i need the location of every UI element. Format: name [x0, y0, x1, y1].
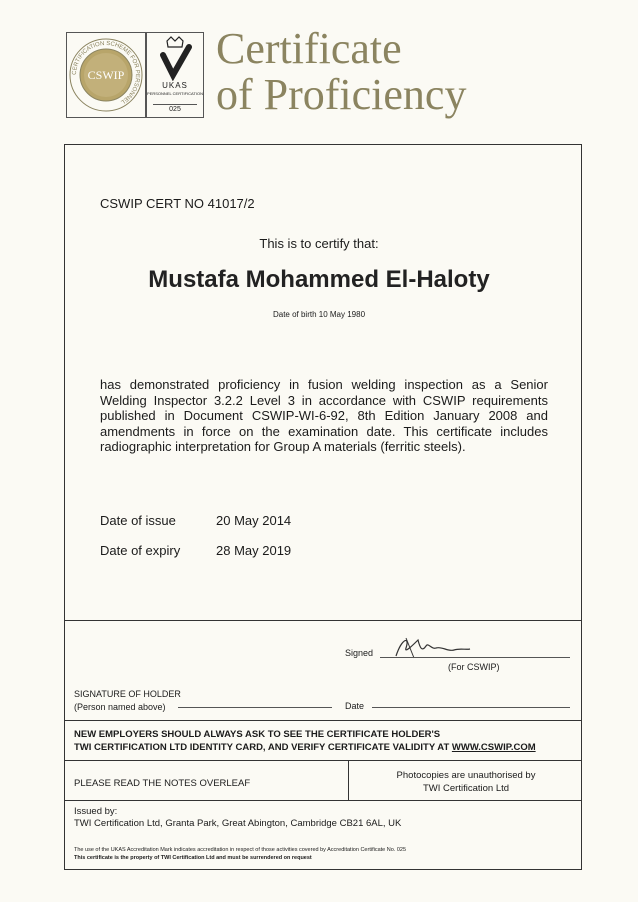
holder-signature-label-2: (Person named above) — [74, 702, 166, 712]
holder-signature-label — [74, 688, 181, 714]
cswip-logo-text: CSWIP — [87, 68, 125, 82]
divider — [64, 720, 582, 721]
warning-line-2: TWI CERTIFICATION LTD IDENTITY CARD, AND VERIFY CERTIFICATE VALIDITY AT — [74, 742, 450, 753]
cert-number: CSWIP CERT NO 41017/2 — [100, 196, 255, 211]
warning-line-1: NEW EMPLOYERS SHOULD ALWAYS ASK TO SEE THE CERTIFICATE HOLDER'S — [74, 729, 441, 740]
date-line — [372, 707, 570, 708]
certificate-title — [216, 26, 536, 118]
logo-group — [66, 32, 206, 118]
photocopy-notice — [352, 769, 580, 795]
divider — [64, 800, 582, 801]
holder-name: Mustafa Mohammed El-Haloty — [148, 266, 490, 293]
ukas-label: UKAS — [162, 81, 188, 90]
title-line-1: Certificate — [216, 24, 402, 73]
divider — [348, 760, 349, 800]
ukas-subtext: PERSONNEL CERTIFICATION — [147, 91, 203, 96]
holder-signature-line — [178, 707, 332, 708]
notes-overleaf: PLEASE READ THE NOTES OVERLEAF — [74, 778, 251, 789]
issue-date: 20 May 2014 — [216, 513, 292, 528]
fine-print-1: The use of the UKAS Accreditation Mark indicates accreditation in respect of those activities covered by Accreditation Certificate No. 025 — [74, 847, 407, 853]
for-cswip-label: (For CSWIP) — [448, 662, 500, 672]
cswip-ring-text: CERTIFICATION SCHEME FOR PERSONNEL — [71, 40, 141, 105]
photocopy-line-2: TWI Certification Ltd — [422, 783, 510, 794]
holder-signature-label-1: SIGNATURE OF HOLDER — [74, 689, 181, 699]
divider — [64, 620, 582, 621]
expiry-label: Date of expiry — [100, 543, 181, 558]
issued-by-address: TWI Certification Ltd, Granta Park, Great Abington, Cambridge CB21 6AL, UK — [74, 818, 402, 829]
ukas-logo — [146, 32, 204, 118]
fine-print — [74, 846, 406, 862]
expiry-date: 28 May 2019 — [216, 543, 292, 558]
issue-label: Date of issue — [100, 513, 176, 528]
employer-warning — [74, 728, 536, 754]
date-of-birth: Date of birth 10 May 1980 — [272, 310, 366, 319]
date-label: Date — [345, 701, 365, 711]
title-line-2: of Proficiency — [216, 70, 467, 119]
certificate-body: has demonstrated proficiency in fusion welding inspection as a Senior Welding Inspector 3.2.2 Level 3 in accordance with CSWIP requirements published in Document CSWIP-WI-6-92, 8th Edition January 2008 and amendments in force on the examination date. This certificate includes radiographic interpretation for Group A materials (ferritic steels). — [100, 377, 548, 454]
issued-by-label: Issued by: — [74, 806, 118, 817]
cswip-website-link[interactable]: WWW.CSWIP.COM — [451, 742, 536, 753]
fine-print-2: This certificate is the property of TWI Certification Ltd and must be surrendered on request — [74, 855, 312, 861]
crown-tick-icon — [147, 33, 203, 81]
issued-by — [74, 806, 401, 830]
photocopy-line-1: Photocopies are unauthorised by — [396, 770, 536, 781]
ukas-number: 025 — [153, 104, 197, 113]
signature-line — [380, 657, 570, 658]
divider — [64, 760, 582, 761]
cswip-seal-icon — [67, 33, 145, 117]
signed-label: Signed — [345, 648, 374, 658]
cswip-seal-logo — [66, 32, 146, 118]
certificate-frame — [64, 144, 582, 870]
certify-text: This is to certify that: — [259, 236, 379, 251]
